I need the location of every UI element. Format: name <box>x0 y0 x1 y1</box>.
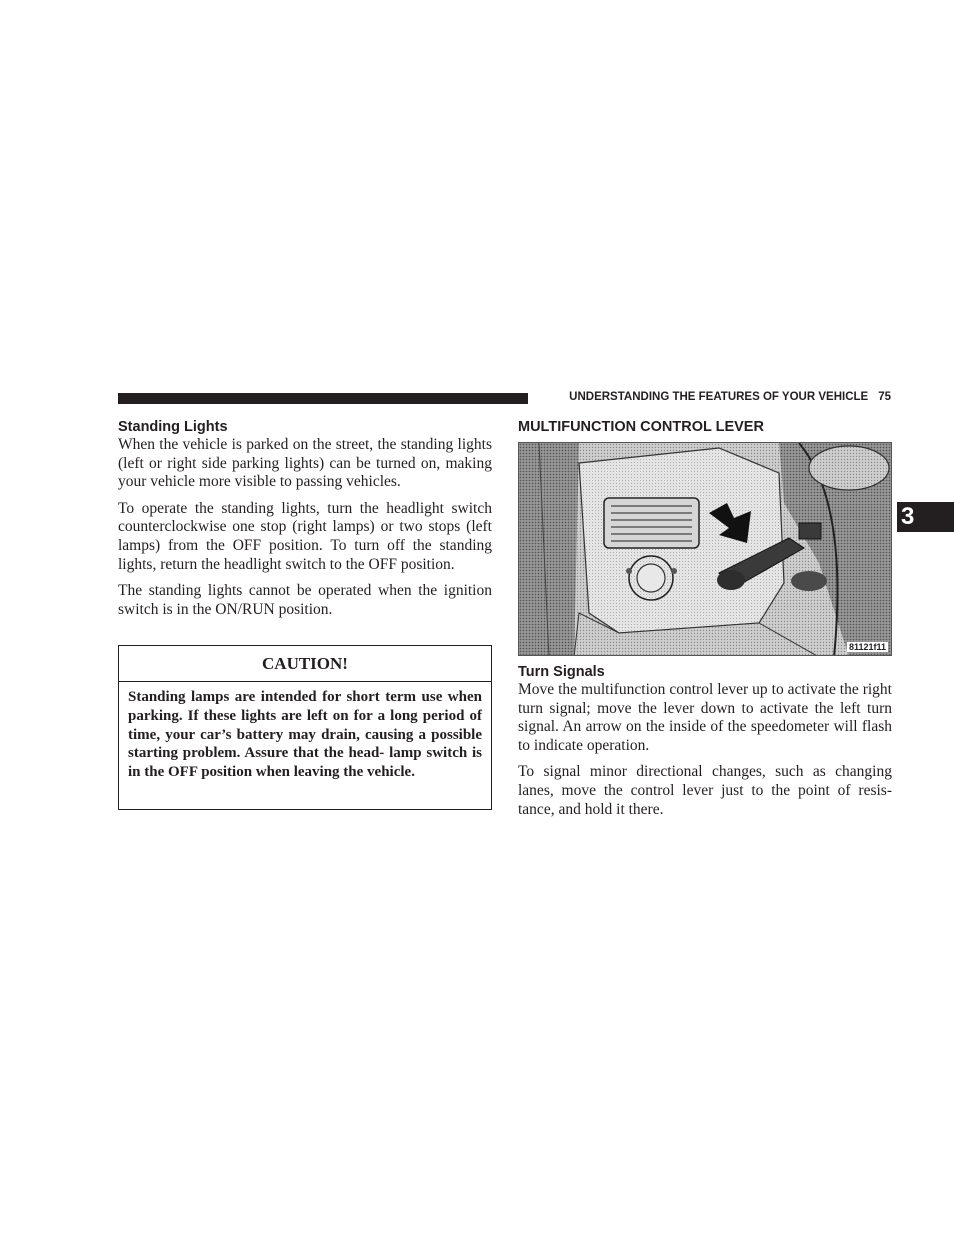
paragraph: The standing lights cannot be operated when the ignition switch is in the ON/RUN position. <box>118 582 492 618</box>
turn-signals-heading: Turn Signals <box>518 664 605 680</box>
right-column <box>518 418 892 436</box>
running-header <box>538 391 891 403</box>
caution-box <box>118 645 492 810</box>
section-title: UNDERSTANDING THE FEATURES OF YOUR VEHICLE <box>569 391 869 403</box>
dashboard-figure <box>518 442 892 656</box>
paragraph: To signal minor directional changes, such as changing lanes, move the control lever just to the point of resis- tance, and hold it there. <box>518 763 892 818</box>
multifunction-lever-heading: MULTIFUNCTION CONTROL LEVER <box>518 419 764 435</box>
dashboard-illustration <box>519 443 892 656</box>
page-number: 75 <box>878 391 891 403</box>
figure-label: 81121f11 <box>848 642 886 652</box>
caution-title: CAUTION! <box>119 646 491 682</box>
turn-signals-section <box>518 663 892 819</box>
header-rule <box>118 393 528 404</box>
paragraph: When the vehicle is parked on the street, the standing lights (left or right side parking lights) can be turned on, making your vehicle more visible to passing vehicles. <box>118 436 492 491</box>
chapter-tab: 3 <box>897 502 954 532</box>
caution-text: Standing lamps are intended for short term use when parking. If these lights are left on for a long period of time, your car’s battery may drain, causing a possible starting problem. Assure that the head- lamp switch is in the OFF position when leaving the vehicle. <box>128 689 482 781</box>
paragraph: To operate the standing lights, turn the headlight switch counterclockwise one stop (right lamps) or two stops (left lamps) from the OFF position. To turn off the standing lights, return the headlight switch to the OFF position. <box>118 499 492 573</box>
left-column <box>118 418 492 619</box>
paragraph: Move the multifunction control lever up to activate the right turn signal; move the lever down to activate the left turn signal. An arrow on the inside of the speedometer will flash to indicate operation. <box>518 681 892 754</box>
standing-lights-heading: Standing Lights <box>118 419 228 435</box>
